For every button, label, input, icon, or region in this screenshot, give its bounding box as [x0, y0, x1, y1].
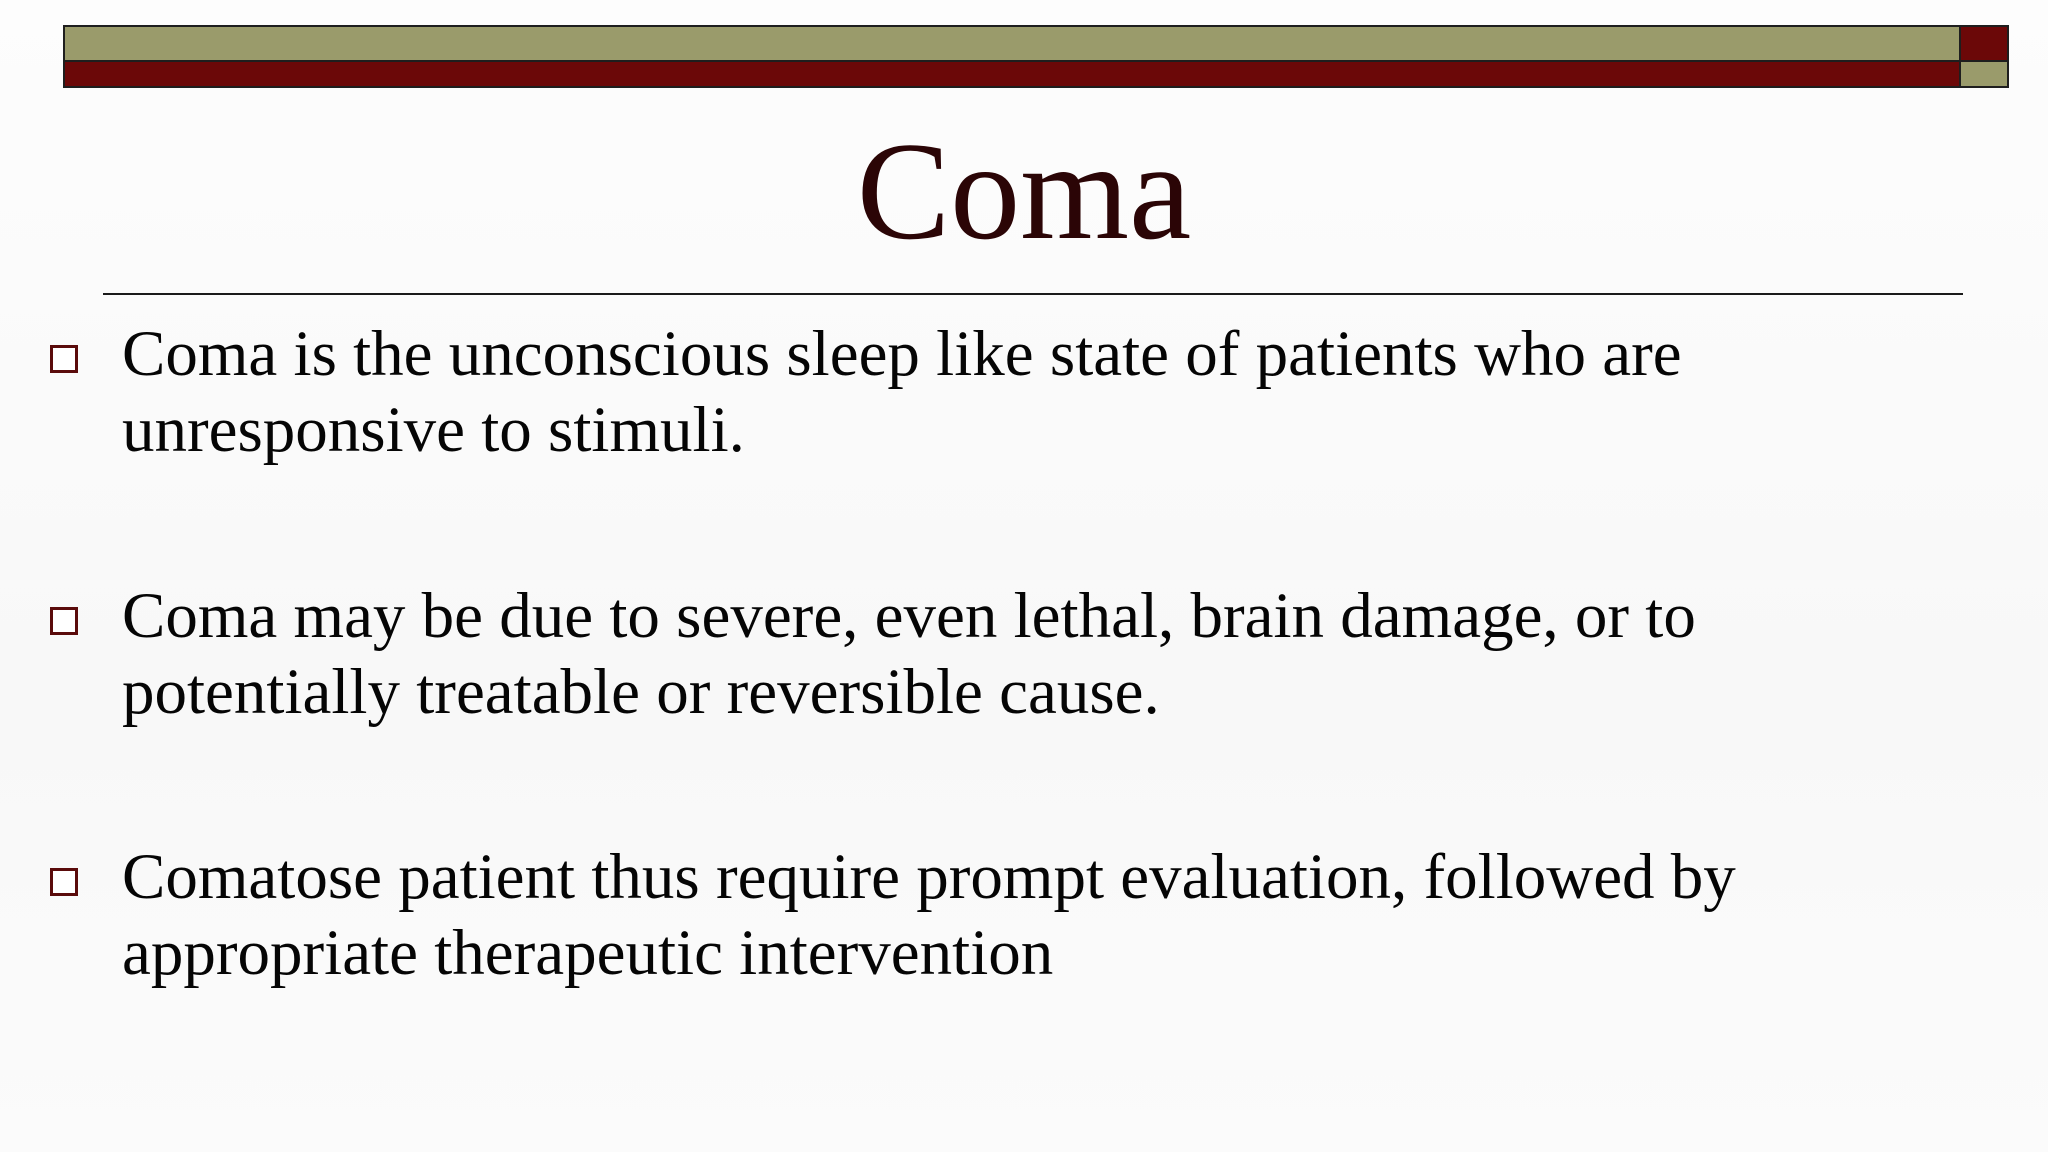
- bullet-line: potentially treatable or reversible cause.: [122, 656, 1160, 728]
- square-bullet-icon: [50, 868, 78, 896]
- bullet-line: Comatose patient thus require prompt evaluation, followed by: [122, 841, 1736, 913]
- bullet-line: appropriate therapeutic intervention: [122, 917, 1054, 989]
- bullet-text: [122, 578, 1922, 730]
- bullet-text: [122, 839, 1922, 991]
- bullet-line: Coma is the unconscious sleep like state of patients who are: [122, 318, 1682, 390]
- square-bullet-icon: [50, 345, 78, 373]
- square-bullet-icon: [50, 607, 78, 635]
- bullet-line: Coma may be due to severe, even lethal, brain damage, or to: [122, 580, 1696, 652]
- bullet-text: [122, 316, 1922, 468]
- bullet-line: unresponsive to stimuli.: [122, 394, 745, 466]
- slide-title: Coma: [856, 114, 1192, 269]
